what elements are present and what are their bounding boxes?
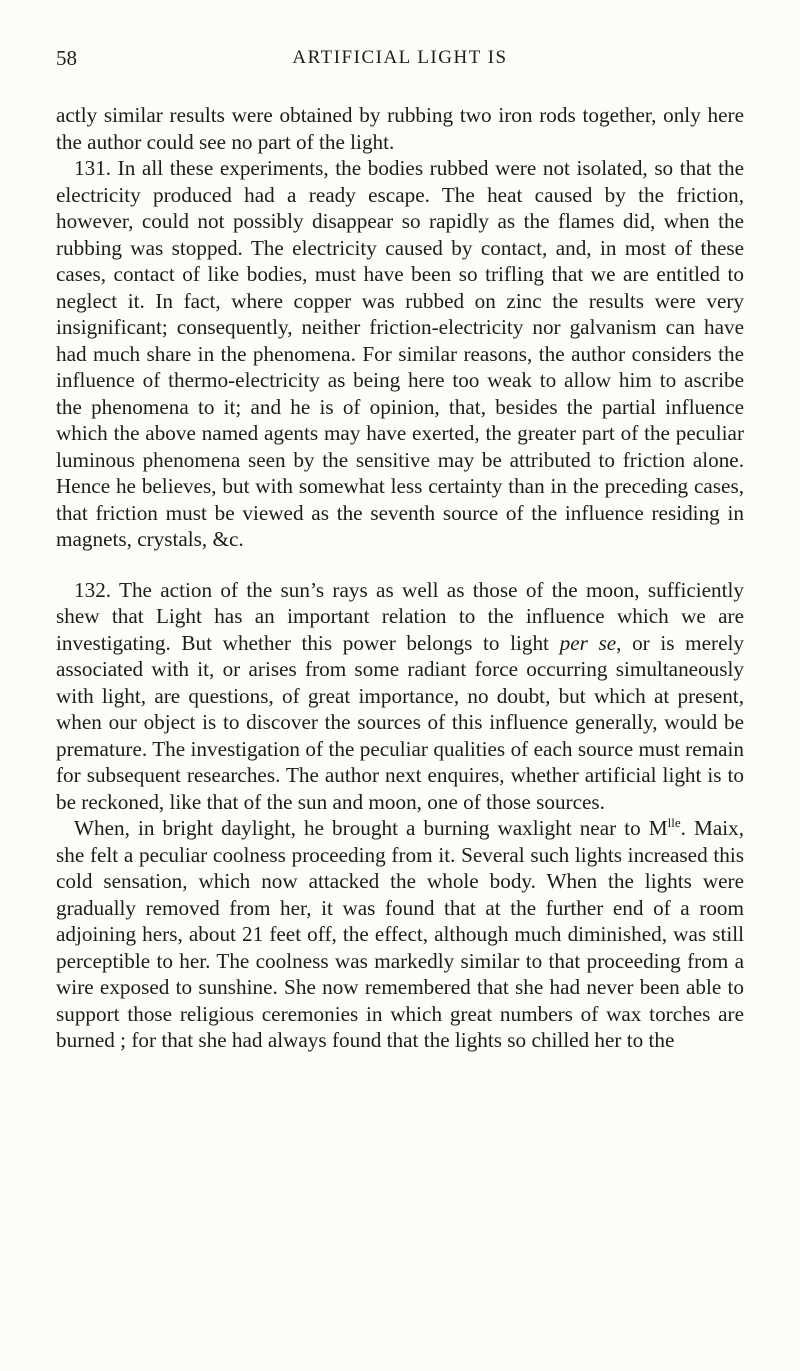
paragraph-132-italic-phrase: per se	[559, 630, 617, 655]
paragraph-132-text-start: 132. The action of the sun’s rays as well as those of the moon, sufficiently shew that Light has an important relation to the influence which we are investigating. But whether this power belongs to light	[56, 577, 744, 655]
paragraph-waxlight-text-start: When, in bright daylight, he brought a burning waxlight near to M	[74, 816, 668, 840]
superscript-abbreviation: lle	[667, 815, 681, 830]
paragraph-waxlight-text-end: . Maix, she felt a peculiar coolness proceeding from it. Several such lights increased this cold sensation, which now attacked the whole body. When the lights were gradually removed from her, it was found that at the further end of a room adjoining hers, about 21 feet off, the effect, although much diminished, was still perceptible to her. The coolness was markedly similar to that proceeding from a wire exposed to sunshine. She now remembered that she had never been able to support those religious ceremonies in which great numbers of wax torches are burned ; for that she had always found that the lights so chilled her to the	[56, 816, 744, 1052]
paragraph-continuation: actly similar results were obtained by rubbing two iron rods together, only here the author could see no part of the light.	[56, 103, 744, 154]
paragraph-waxlight	[56, 815, 744, 1054]
body-text	[56, 102, 744, 1054]
page-number: 58	[56, 46, 77, 70]
running-head	[56, 46, 744, 76]
paragraph-132-text-end: , or is merely associated with it, or arises from some radiant force occurring simultaneously with light, are questions, of great importance, no doubt, but which at present, when our object is to discover the sources of this influence generally, would be premature. The investigation of the peculiar qualities of each source must remain for subsequent researches. The author next enquires, whether artificial light is to be reckoned, like that of the sun and moon, one of those sources.	[56, 630, 744, 814]
paragraph-132	[56, 577, 744, 816]
running-head-title: ARTIFICIAL LIGHT IS	[292, 47, 508, 68]
paragraph-131: 131. In all these experiments, the bodies rubbed were not isolated, so that the electricity produced had a ready escape. The heat caused by the friction, however, could not possibly disappear so rapidly as the flames did, when the rubbing was stopped. The electricity caused by contact, and, in most of these cases, contact of like bodies, must have been so trifling that we are entitled to neglect it. In fact, where copper was rubbed on zinc the results were very insignificant; consequently, neither friction-electricity nor galvanism can have had much share in the phenomena. For similar reasons, the author considers the influence of thermo-electricity as being here too weak to allow him to ascribe the phenomena to it; and he is of opinion, that, besides the partial influence which the above named agents may have exerted, the greater part of the peculiar luminous phenomena seen by the sensitive may be attributed to friction alone. Hence he believes, but with somewhat less certainty than in the preceding cases, that friction must be viewed as the seventh source of the influence residing in magnets, crystals, &c.	[56, 156, 744, 551]
